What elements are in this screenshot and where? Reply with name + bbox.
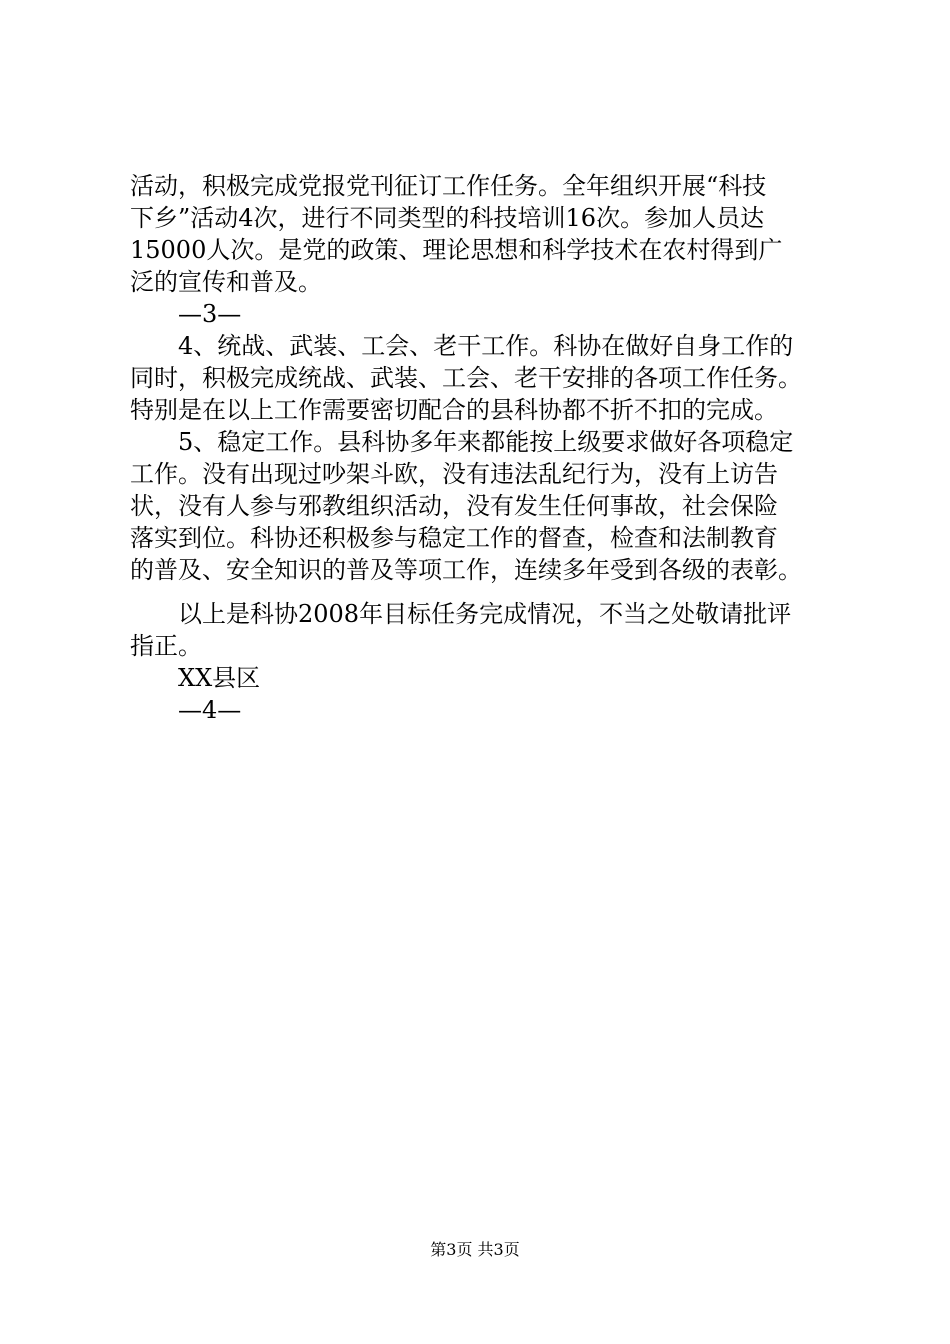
paragraph-gap: [130, 586, 830, 598]
text-line: 4、统战、武装、工会、老干工作。科协在做好自身工作的: [178, 332, 794, 360]
text-line: 的普及、安全知识的普及等项工作，连续多年受到各级的表彰。: [130, 556, 802, 584]
text-line: 下乡”活动4次，进行不同类型的科技培训16次。参加人员达: [130, 204, 765, 232]
text-line: 落实到位。科协还积极参与稳定工作的督查，检查和法制教育: [130, 524, 778, 552]
text-line: 5、稳定工作。县科协多年来都能按上级要求做好各项稳定: [178, 428, 794, 456]
text-line: 以上是科协2008年目标任务完成情况，不当之处敬请批评: [178, 600, 792, 628]
text-line: 活动，积极完成党报党刊征订工作任务。全年组织开展“科技: [130, 172, 767, 200]
page-footer: 第3页 共3页: [430, 1240, 520, 1259]
text-line: 特别是在以上工作需要密切配合的县科协都不折不扣的完成。: [130, 396, 778, 424]
text-line: 状，没有人参与邪教组织活动，没有发生任何事故，社会保险: [130, 492, 778, 520]
document-body: [130, 170, 830, 726]
page-marker: —4—: [178, 696, 242, 724]
page-marker: —3—: [178, 300, 242, 328]
text-line: 泛的宣传和普及。: [130, 268, 322, 296]
signature-line: XX县区: [178, 664, 261, 692]
text-line: 工作。没有出现过吵架斗欧，没有违法乱纪行为，没有上访告: [130, 460, 778, 488]
text-line: 指正。: [130, 632, 202, 660]
text-line: 15000人次。是党的政策、理论思想和科学技术在农村得到广: [130, 236, 783, 264]
text-line: 同时，积极完成统战、武装、工会、老干安排的各项工作任务。: [130, 364, 802, 392]
